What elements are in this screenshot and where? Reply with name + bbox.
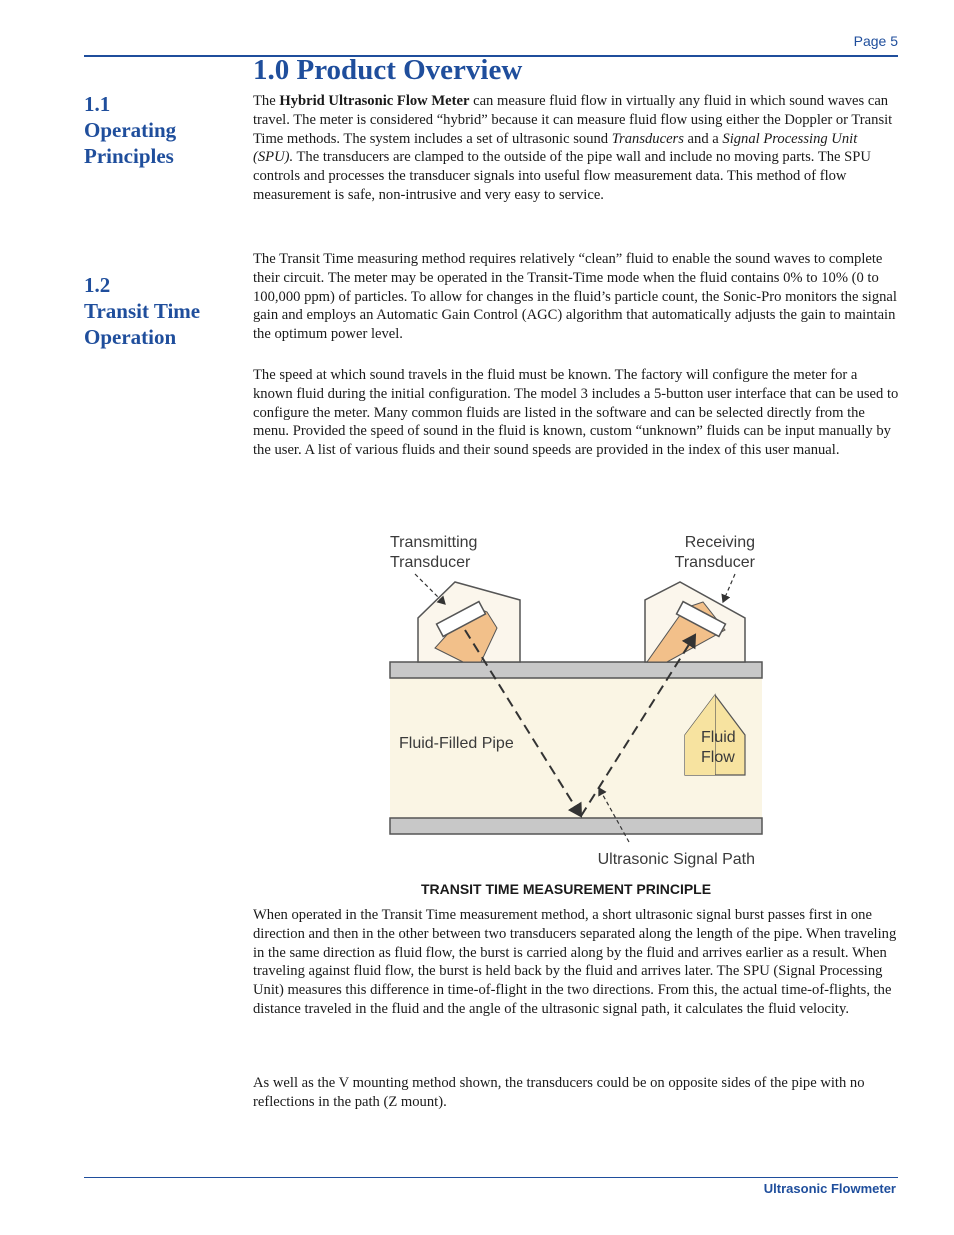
transmitting-transducer <box>418 582 520 662</box>
receiving-label: Transducer <box>674 554 755 571</box>
receiving-transducer <box>645 582 745 662</box>
section-number: 1.2 <box>84 273 111 297</box>
footer-label: Ultrasonic Flowmeter <box>763 1181 896 1196</box>
transit-time-diagram <box>385 520 765 870</box>
term-spu: Signal Processing Unit (SPU). <box>253 130 858 166</box>
pipe-top-wall <box>390 662 762 678</box>
intro-paragraph: The Hybrid Ultrasonic Flow Meter can measure fluid flow in virtually any fluid in which sound waves can travel. The meter is considered “hybrid” because it can measure fluid flow using either the Doppler or Transit Time methods. The system includes a set of ultrasonic sound Transducers and a Signal Processing Unit (SPU). The transducers are clamped to the outside of the pipe wall and include no moving parts. The SPU controls and processes the transducer signals into useful flow measurement data. This method of flow measurement is safe, non-intrusive and very easy to service. <box>253 93 893 203</box>
body-paragraph-2: As well as the V mounting method shown, the transducers could be on opposite sides of the pipe with no reflections in the path (Z mount). <box>253 1075 865 1110</box>
flow-label: Fluid <box>701 729 736 746</box>
section-title-line: Operating <box>84 118 177 142</box>
transmitting-label: Transmitting <box>390 534 478 551</box>
figure-caption: TRANSIT TIME MEASUREMENT PRINCIPLE <box>420 881 712 897</box>
transmitting-leader <box>415 574 445 604</box>
section-heading-1-1 <box>84 91 176 169</box>
product-name: Hybrid Ultrasonic Flow Meter <box>279 93 470 109</box>
section-title-line: Transit Time <box>84 299 201 323</box>
footer-rule <box>84 1177 898 1178</box>
transmitting-label: Transducer <box>390 554 471 571</box>
transit-paragraph-1: The Transit Time measuring method requires relatively “clean” fluid to enable the sound waves to complete their circuit. The meter may be operated in the Transit-Time mode when the fluid contains 0% to 10% (0 to 100,000 ppm) of particles. To allow for changes in the fluid’s particle count, the Sonic-Pro monitors the signal gain and employs an Automatic Gain Control (AGC) algorithm that automatically adjusts the gain to maintain the optimum power level. <box>253 251 897 343</box>
transit-paragraph-2: The speed at which sound travels in the fluid must be known. The factory will configure the meter for a known fluid during the initial configuration. The model 3 includes a 5-button user interface that can be used to configure the meter. Many common fluids are listed in the software and can be selected directly from the menu. Provided the speed of sound in the fluid is known, custom “unknown” fluids can be input manually by the user. A list of various fluids and their sound speeds are provided in the index of this user manual. <box>253 367 899 459</box>
section-heading-1-2 <box>84 272 200 350</box>
term-transducers: Transducers <box>611 130 684 147</box>
flow-label: Flow <box>701 749 735 766</box>
body-paragraph-1: When operated in the Transit Time measurement method, a short ultrasonic signal burst passes first in one direction and then in the other between two transducers separated along the length of the pipe. When traveling in the same direction as fluid flow, the burst is carried along by the fluid and arrives earlier as a result. When traveling against fluid flow, the burst is held back by the fluid and arrives later. The SPU (Signal Processing Unit) measures this difference in time-of-flight in the two directions. From this, the actual time-of-flights, the distance traveled in the fluid and the angle of the ultrasonic signal path, it calculates the fluid velocity. <box>253 907 897 1017</box>
receiving-leader <box>723 574 735 602</box>
pipe-label: Fluid-Filled Pipe <box>399 735 514 752</box>
signal-path-label: Ultrasonic Signal Path <box>597 851 755 868</box>
section-number: 1.1 <box>84 92 111 116</box>
section-title-line: Operation <box>84 325 177 349</box>
page-title: 1.0 Product Overview <box>253 54 523 86</box>
page-number: Page 5 <box>853 33 898 49</box>
pipe-bottom-wall <box>390 818 762 834</box>
receiving-label: Receiving <box>684 534 755 551</box>
section-title-line: Principles <box>84 144 174 168</box>
